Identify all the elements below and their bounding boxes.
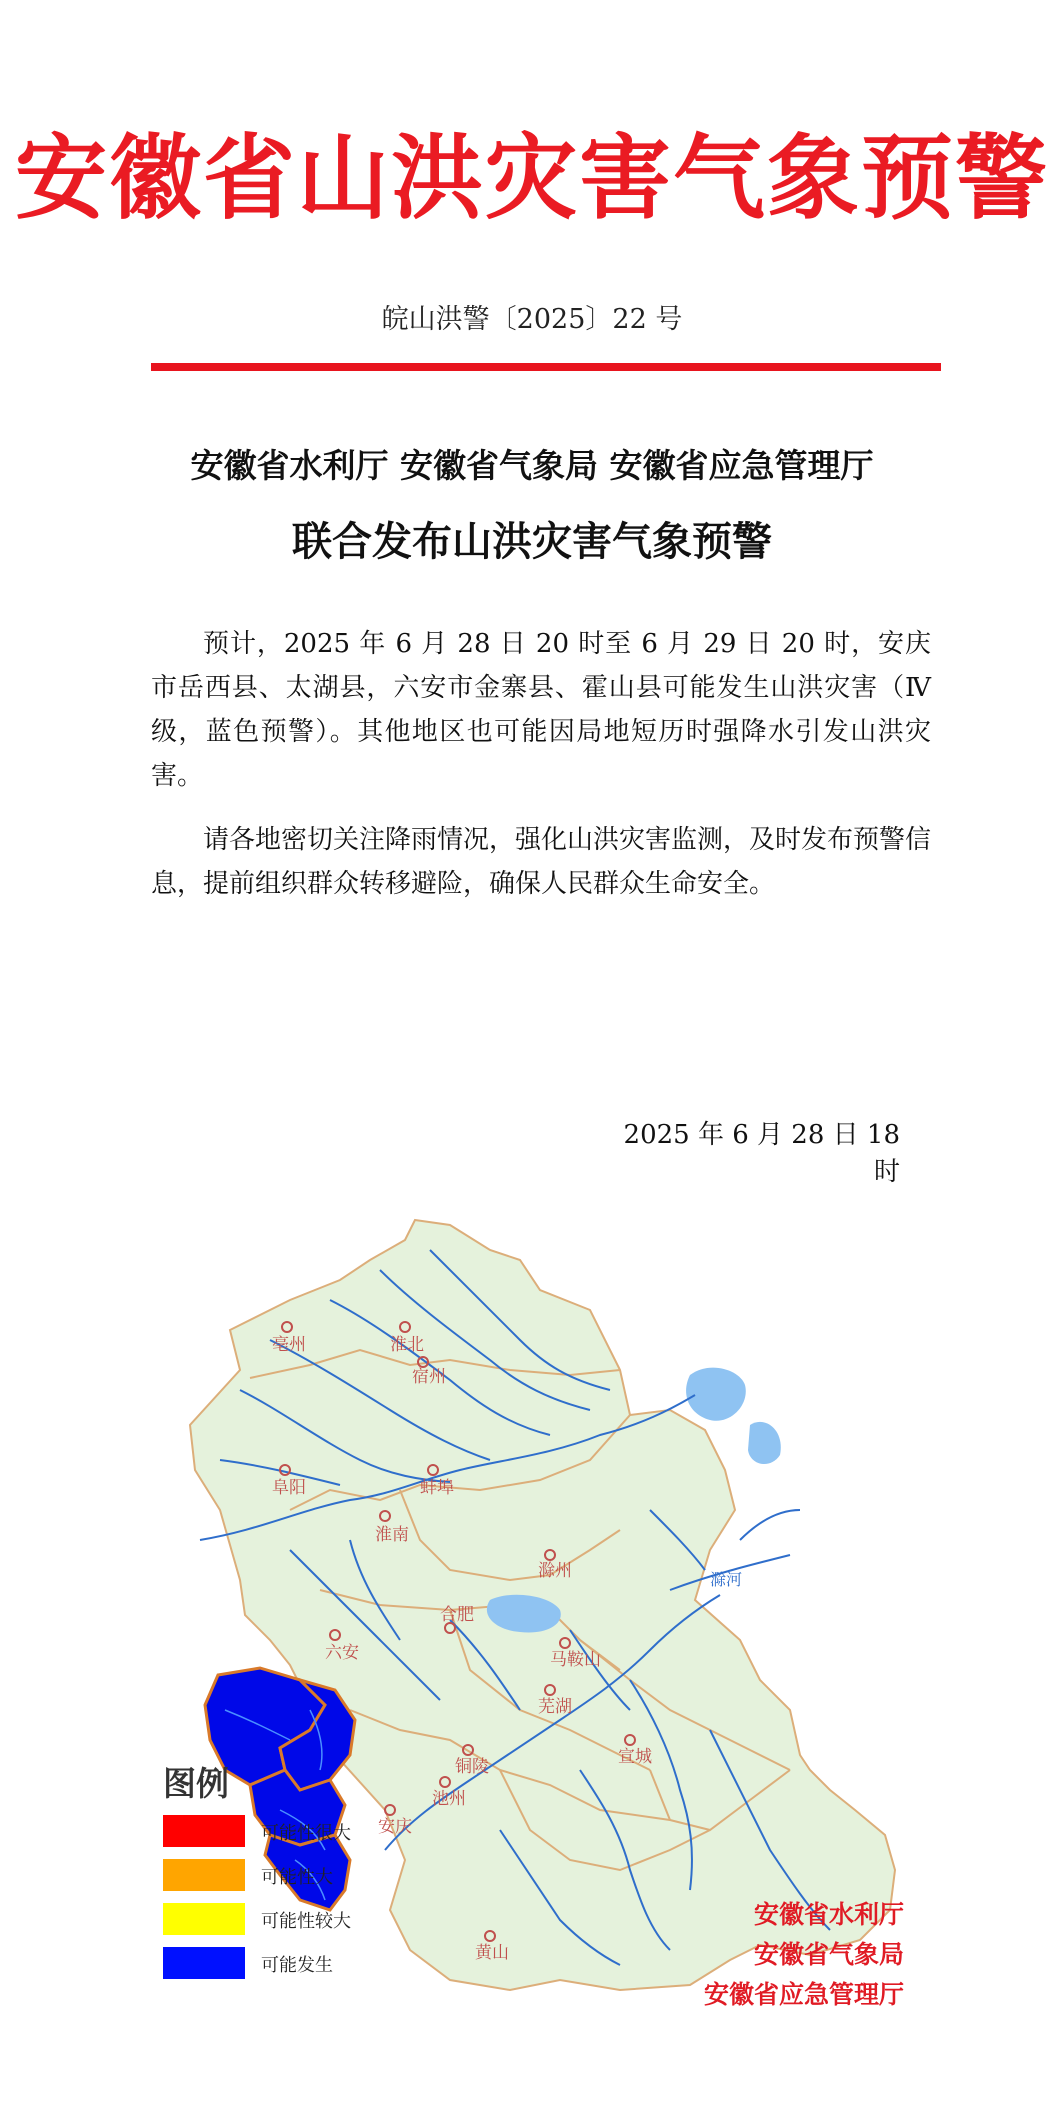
red-divider (151, 363, 941, 371)
city-label: 六安 (325, 1643, 359, 1663)
stamp-line-meteorology: 安徽省气象局 (753, 1940, 904, 1969)
city-label: 芜湖 (538, 1697, 572, 1717)
document-number: 皖山洪警〔2025〕22 号 (381, 304, 683, 335)
river-label: 滁河 (710, 1570, 743, 1589)
legend-label: 可能性很大 (261, 1823, 351, 1844)
legend-title: 图例 (163, 1764, 229, 1803)
legend-swatch-orange (163, 1859, 245, 1891)
city-label: 蚌埠 (420, 1478, 454, 1498)
issuing-agencies: 安徽省水利厅 安徽省气象局 安徽省应急管理厅 (190, 446, 874, 485)
city-label: 马鞍山 (550, 1650, 601, 1670)
city-label: 池州 (432, 1789, 466, 1809)
city-label: 铜陵 (455, 1757, 489, 1777)
instruction-paragraph: 请各地密切关注降雨情况，强化山洪灾害监测，及时发布预警信息，提前组织群众转移避险，确保人民群众生命安全。 (151, 825, 932, 899)
city-label: 亳州 (272, 1335, 306, 1355)
city-label: 黄山 (475, 1943, 509, 1963)
legend-item-possible (163, 1947, 423, 1979)
legend-swatch-red (163, 1815, 245, 1847)
notice-title: 联合发布山洪灾害气象预警 (292, 519, 772, 565)
hongze-lake (686, 1368, 746, 1421)
legend-swatch-blue (163, 1947, 245, 1979)
issue-date: 2025 年 6 月 28 日 18 时 (623, 1120, 900, 1187)
legend-label: 可能发生 (261, 1955, 333, 1976)
legend-item-likely (163, 1859, 423, 1891)
city-label: 阜阳 (272, 1478, 306, 1498)
legend-swatch-yellow (163, 1903, 245, 1935)
legend-label: 可能性较大 (261, 1911, 351, 1932)
city-label: 合肥 (440, 1605, 474, 1625)
masthead-title: 安徽省山洪灾害气象预警 (14, 124, 1049, 232)
forecast-paragraph: 预计，2025 年 6 月 28 日 20 时至 6 月 29 日 20 时，安庆市岳西县、太湖县，六安市金寨县、霍山县可能发生山洪灾害（Ⅳ级，蓝色预警）。其他地区也可能因局地短历时强降水引发山洪灾害。 (151, 629, 931, 791)
city-label: 安庆 (378, 1817, 412, 1837)
city-label: 淮南 (375, 1525, 409, 1545)
city-label: 淮北 (390, 1335, 424, 1355)
city-label: 滁州 (538, 1561, 572, 1581)
stamp-line-emergency: 安徽省应急管理厅 (703, 1980, 904, 2009)
city-label: 宿州 (412, 1367, 446, 1387)
legend-item-fairly-likely (163, 1903, 423, 1935)
gaoyou-lake (748, 1422, 781, 1464)
city-label: 宣城 (618, 1747, 652, 1767)
legend-label: 可能性大 (261, 1867, 333, 1888)
legend-item-very-likely (163, 1815, 423, 1847)
stamp-line-water-resources: 安徽省水利厅 (753, 1900, 904, 1929)
